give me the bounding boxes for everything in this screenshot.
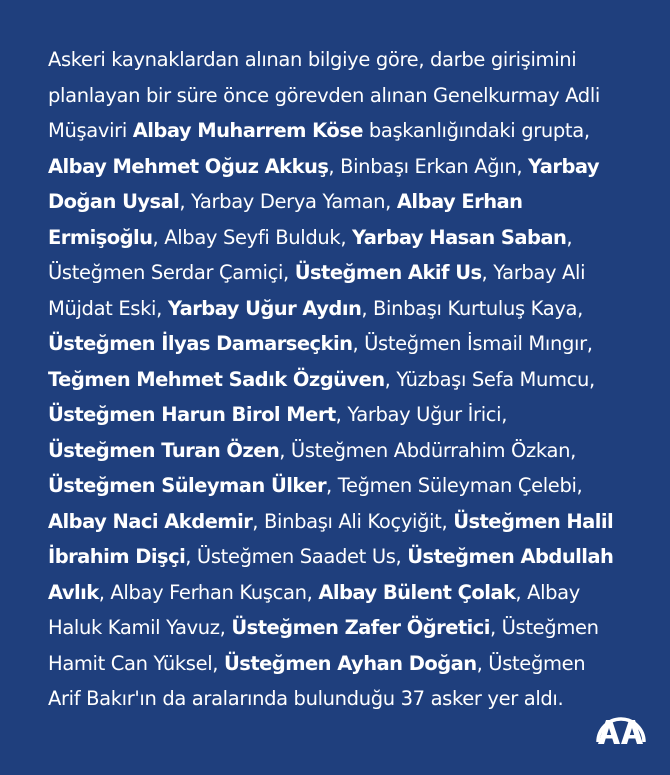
bold-name-segment: Yarbay Doğan Uysal xyxy=(48,154,600,213)
bold-name-segment: Üsteğmen Turan Özen xyxy=(48,438,280,462)
article-paragraph xyxy=(48,42,618,717)
bold-name-segment: Albay Bülent Çolak xyxy=(318,580,516,604)
bold-name-segment: Üsteğmen Abdullah Avlık xyxy=(48,545,614,604)
text-segment: , Yarbay Uğur İrici, xyxy=(335,403,508,426)
bold-name-segment: Üsteğmen Halil İbrahim Dişçi xyxy=(48,509,614,568)
text-segment: Askeri kaynaklardan alınan bilgiye göre, darbe girişimini planlayan bir süre önce görevden alınan Genelkurmay Adli Müşaviri xyxy=(48,48,600,142)
text-segment: , Üsteğmen Saadet Us, xyxy=(185,545,408,568)
bold-name-segment: Yarbay Uğur Aydın xyxy=(167,296,362,320)
bold-name-segment: Üsteğmen Harun Birol Mert xyxy=(48,403,336,426)
text-segment: , Teğmen Süleyman Çelebi, xyxy=(326,474,583,497)
text-segment: , Yarbay Ali Müjdat Eski, xyxy=(48,261,586,320)
text-segment: , Üsteğmen Serdar Çamiçi, xyxy=(48,225,573,284)
anadolu-agency-logo-icon xyxy=(590,702,652,748)
bold-name-segment: Üsteğmen Ayhan Doğan xyxy=(224,651,477,675)
text-segment: , Binbaşı Erkan Ağın, xyxy=(328,154,529,178)
bold-name-segment: Üsteğmen Zafer Öğretici xyxy=(231,616,490,639)
text-segment: , Üsteğmen Abdürrahim Özkan, xyxy=(279,438,576,462)
text-segment: başkanlığındaki grupta, xyxy=(362,119,590,142)
bold-name-segment: Üsteğmen Akif Us xyxy=(294,261,482,284)
text-segment: , Üsteğmen İsmail Mıngır, xyxy=(352,332,593,355)
text-segment: , Yarbay Derya Yaman, xyxy=(179,190,397,213)
text-segment: , Üsteğmen Arif Bakır'ın da aralarında bulunduğu 37 asker yer aldı. xyxy=(48,651,586,710)
bold-name-segment: Teğmen Mehmet Sadık Özgüven xyxy=(48,367,385,391)
bold-name-segment: Üsteğmen İlyas Damarseçkin xyxy=(48,332,353,355)
bold-name-segment: Yarbay Hasan Saban xyxy=(352,225,567,249)
text-segment: , Yüzbaşı Sefa Mumcu, xyxy=(384,367,595,391)
text-segment: , Binbaşı Ali Koçyiğit, xyxy=(252,509,454,533)
text-segment: , Binbaşı Kurtuluş Kaya, xyxy=(361,296,583,320)
bold-name-segment: Albay Erhan Ermişoğlu xyxy=(48,190,523,249)
text-segment: , Üsteğmen Hamit Can Yüksel, xyxy=(48,616,599,675)
text-segment: , Albay Ferhan Kuşcan, xyxy=(98,580,319,604)
text-segment: , Albay Haluk Kamil Yavuz, xyxy=(48,580,580,639)
bold-name-segment: Albay Muharrem Köse xyxy=(132,119,363,142)
bold-name-segment: Albay Mehmet Oğuz Akkuş xyxy=(48,154,329,178)
text-segment: , Albay Seyfi Bulduk, xyxy=(152,225,353,249)
bold-name-segment: Üsteğmen Süleyman Ülker xyxy=(48,474,327,497)
bold-name-segment: Albay Naci Akdemir xyxy=(48,509,253,533)
